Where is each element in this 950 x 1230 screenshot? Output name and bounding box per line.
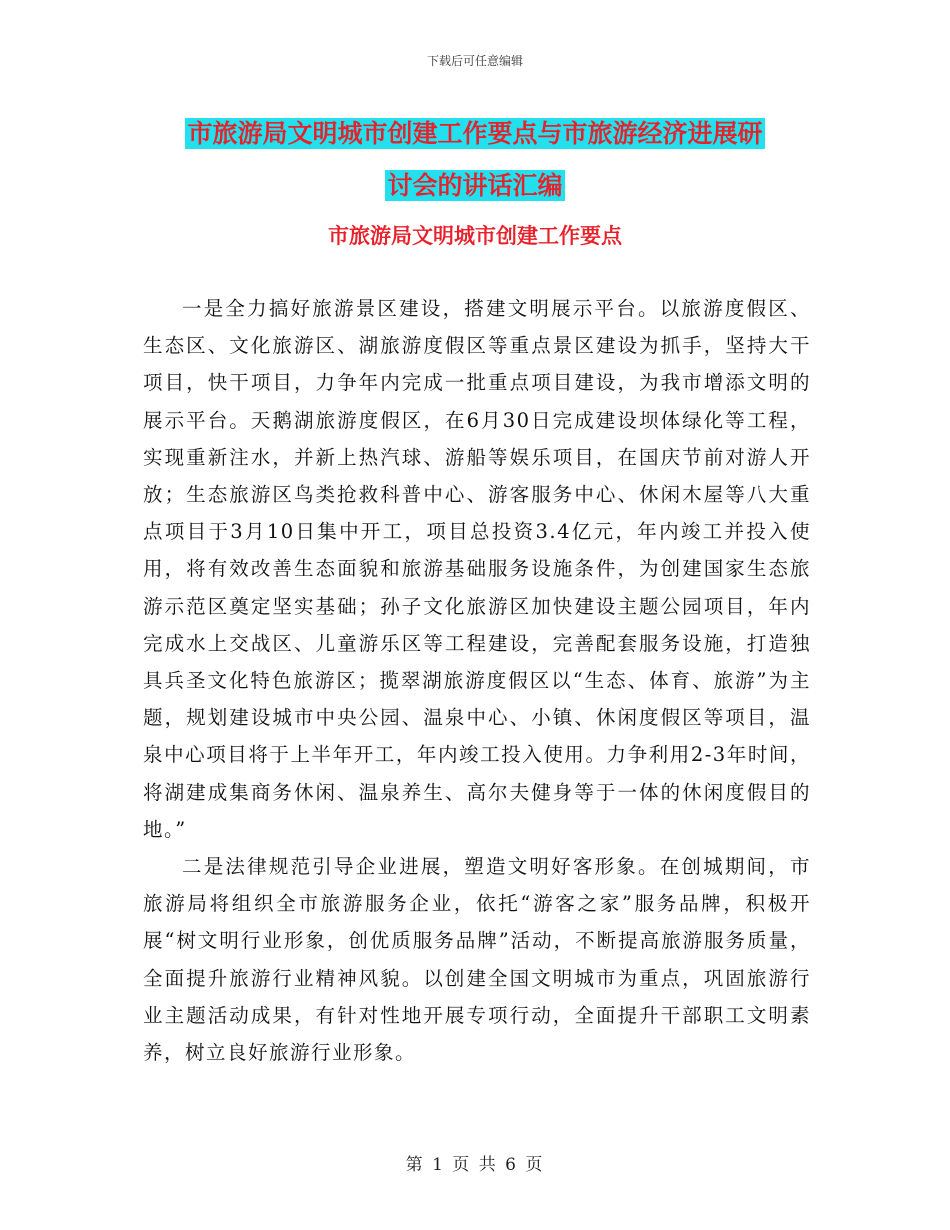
title-line-1: 市旅游局文明城市创建工作要点与市旅游经济进展研 bbox=[187, 119, 763, 148]
document-title bbox=[140, 108, 810, 212]
page-number: 第 1 页 共 6 页 bbox=[405, 1155, 545, 1175]
header-note: 下载后可任意编辑 bbox=[426, 54, 523, 68]
paragraph: 二是法律规范引导企业进展，塑造文明好客形象。在创城期间，市旅游局将组织全市旅游服务企业，依托“游客之家”服务品牌，积极开展“树文明行业形象，创优质服务品牌”活动，不断提高旅游服务质量，全面提升旅游行业精神风貌。以创建全国文明城市为重点，巩固旅游行业主题活动成果，有针对性地开展专项行动，全面提升干部职工文明素养，树立良好旅游行业形象。 bbox=[143, 855, 811, 1065]
title-line-2: 讨会的讲话汇编 bbox=[387, 171, 563, 200]
paragraph: 一是全力搞好旅游景区建设，搭建文明展示平台。以旅游度假区、生态区、文化旅游区、湖旅游度假区等重点景区建设为抓手，坚持大干项目，快干项目，力争年内完成一批重点项目建设，为我市增添文明的展示平台。天鹅湖旅游度假区，在6月30日完成建设坝体绿化等工程，实现重新注水，并新上热汽球、游船等娱乐项目，在国庆节前对游人开放；生态旅游区鸟类抢救科普中心、游客服务中心、休闲木屋等八大重点项目于3月10日集中开工，项目总投资3.4亿元，年内竣工并投入使用，将有效改善生态面貌和旅游基础服务设施条件，为创建国家生态旅游示范区奠定坚实基础；孙子文化旅游区加快建设主题公园项目，年内完成水上交战区、儿童游乐区等工程建设，完善配套服务设施，打造独具兵圣文化特色旅游区；揽翠湖旅游度假区以“生态、体育、旅游”为主题，规划建设城市中央公园、温泉中心、小镇、休闲度假区等项目，温泉中心项目将于上半年开工，年内竣工投入使用。力争利用2-3年时间，将湖建成集商务休闲、温泉养生、高尔夫健身等于一体的休闲度假目的地。” bbox=[143, 297, 811, 841]
section-title: 市旅游局文明城市创建工作要点 bbox=[328, 224, 622, 248]
body-text bbox=[143, 290, 811, 1071]
